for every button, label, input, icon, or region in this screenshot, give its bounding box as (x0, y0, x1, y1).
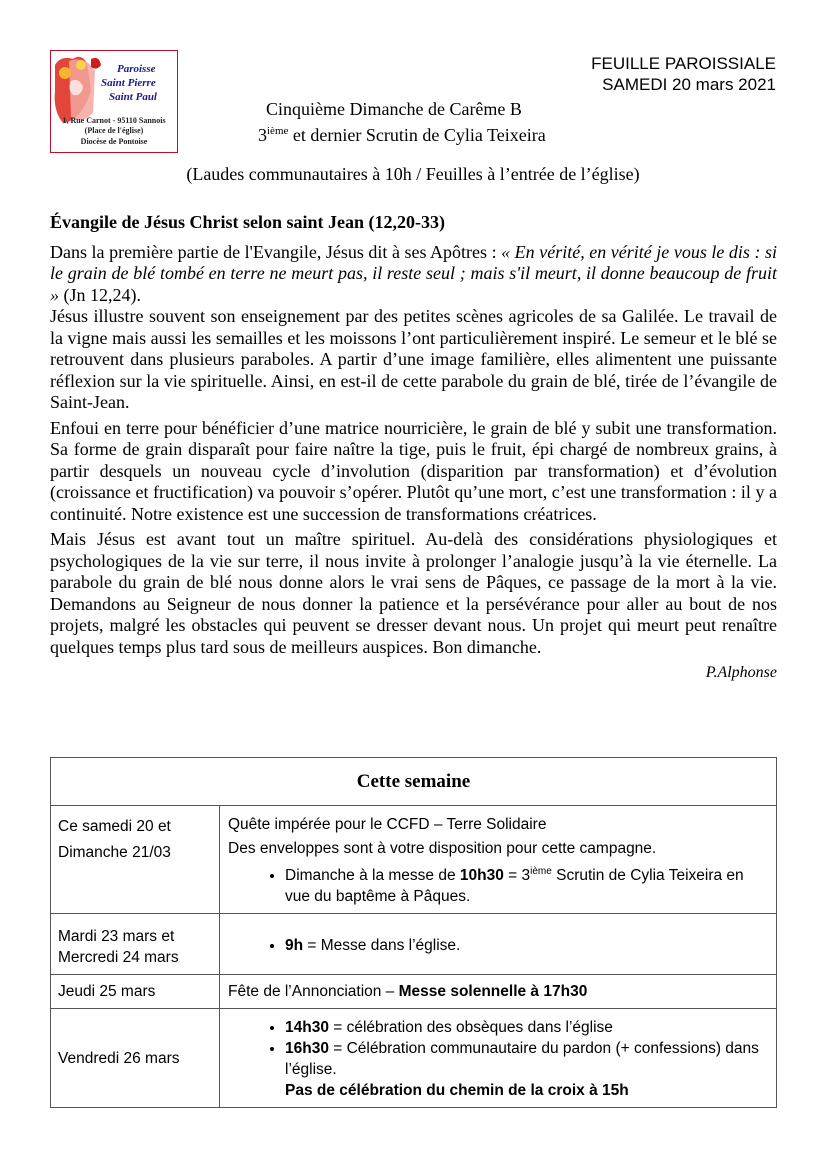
bullet-text: = Célébration communautaire du pardon (+ confessions) dans l’église. (285, 1040, 759, 1079)
row-date-line: Dimanche 21/03 (58, 844, 171, 861)
table-row (51, 758, 777, 806)
logo-address: 1, Rue Carnot - 95110 Sannois (62, 116, 166, 125)
gospel-intro: Dans la première partie de l'Evangile, Jésus dit à ses Apôtres : (50, 241, 502, 262)
bullet-time: 10h30 (459, 867, 504, 885)
row-date-line: Mercredi 24 mars (58, 949, 179, 967)
scrutin-rest: et dernier Scrutin de Cylia Teixeira (288, 125, 546, 145)
list-item (285, 861, 770, 907)
gospel-paragraph-3: Enfoui en terre pour bénéficier d’une matrice nourricière, le grain de blé y subit une transformation. Sa forme de grain disparaît pour faire naître la tige, puis le fruit, épi chargé de nombreux grains, à partir desquels un nouveau cycle d’involution (disparition par transformation) et d’évolution (croissance et fructification) va pouvoir s’opérer. Plutôt qu’une mort, c’est une transformation : il y a continuité. Notre existence est une succession de transformations créatrices. (50, 417, 777, 524)
table-row (51, 975, 777, 1009)
bullet-text: = célébration des obsèques dans l’église (328, 1019, 613, 1037)
table-heading: Cette semaine (51, 758, 777, 806)
gospel-paragraph-4: Mais Jésus est avant tout un maître spirituel. Au-delà des considérations physiologiques et psychologiques de la vie sur terre, il nous invite à prolonger l’analogie jusqu’à la vie éternelle. La parabole du grain de blé nous donne alors le vrai sens de Pâques, ce passage de la mort à la vie. Demandons au Seigneur de nous donner la patience et la persévérance pour aller au bout de nos projets, malgré les obstacles qui peuvent se dresser devant nous. Un projet qui meurt peut renaître quelques temps plus tard sous de meilleurs auspices. Bon dimanche. (50, 529, 777, 657)
logo-line-saint-pierre: Saint Pierre (101, 77, 156, 89)
gospel-title: Évangile de Jésus Christ selon saint Jean (12,20-33) (50, 212, 446, 232)
list-item (285, 1017, 770, 1038)
row-date: Jeudi 25 mars (51, 975, 220, 1009)
bullet-sup: ième (530, 866, 552, 877)
envelopes-line: Des enveloppes sont à votre disposition pour cette campagne. (228, 840, 657, 857)
bullet-time: 9h (285, 936, 304, 954)
page-title: Cinquième Dimanche de Carême B (266, 99, 522, 119)
gospel-paragraph-2: Jésus illustre souvent son enseignement par des petites scènes agricoles de sa Galilée. Le travail de la vigne mais aussi les semailles et les moissons l’ont particulièrement inspiré. Le semeur et le blé se retrouvent dans plusieurs paraboles. A partir d’une image familière, elles alimentent une puissante réflexion sur la vie spirituelle. Ainsi, en est-il de cette parabole du grain de blé, tirée de l’évangile de Saint-Jean. (50, 306, 777, 412)
logo-diocese: Diocèse de Pontoise (80, 137, 148, 146)
bullet-text: Dimanche à la messe de (285, 867, 460, 885)
table-row (51, 806, 777, 914)
scrutin-sup: ième (267, 125, 289, 137)
row-date (51, 806, 220, 914)
bullet-text: = Messe dans l’église. (303, 936, 461, 954)
gospel-section (50, 212, 777, 688)
row-bullets (228, 935, 770, 956)
bullet-text: = 3 (503, 867, 531, 885)
list-item (285, 935, 770, 956)
row-details (220, 806, 777, 914)
row-date (51, 914, 220, 975)
signature: P.Alphonse (705, 664, 777, 681)
bullet-time: 16h30 (285, 1040, 329, 1058)
laudes-notice: (Laudes communautaires à 10h / Feuilles à l’entrée de l’église) (186, 164, 640, 184)
sheet-date: SAMEDI 20 mars 2021 (602, 75, 776, 94)
annonciation-text: Fête de l’Annonciation – (228, 983, 399, 1001)
gospel-paragraph-1 (50, 242, 777, 414)
logo-place: (Place de l'église) (84, 126, 144, 135)
row-date: Vendredi 26 mars (51, 1009, 220, 1108)
bullet-text: Scrutin de Cylia Teixeira en vue du baptême à Pâques. (285, 867, 744, 906)
list-item (285, 1038, 770, 1101)
row-bullets (228, 1017, 770, 1101)
scrutin-prefix: 3 (258, 125, 267, 145)
quete-line: Quête impérée pour le CCFD – Terre Solidaire (228, 816, 547, 833)
row-date-line: Ce samedi 20 et (58, 818, 171, 835)
row-date-line: Mardi 23 mars et (58, 928, 175, 946)
gospel-quote: « En vérité, en vérité je vous le dis : si le grain de blé tombé en terre ne meurt pas, il reste seul ; mais s'il meurt, il donne beaucoup de fruit » (50, 241, 777, 305)
table-row (51, 1009, 777, 1108)
annonciation-mass: Messe solennelle à 17h30 (398, 983, 588, 1001)
week-schedule-table (50, 757, 777, 1108)
sheet-header (591, 53, 776, 95)
logo-line-paroisse: Paroisse (117, 63, 156, 75)
row-details (220, 975, 777, 1009)
row-details (220, 914, 777, 975)
table-row (51, 914, 777, 975)
row-details (220, 1009, 777, 1108)
parish-logo (50, 50, 178, 153)
no-stations-notice: Pas de célébration du chemin de la croix à 15h (285, 1082, 629, 1100)
logo-line-saint-paul: Saint Paul (109, 91, 157, 103)
row-bullets (228, 861, 770, 907)
bullet-time: 14h30 (285, 1019, 329, 1037)
gospel-reference: (Jn 12,24). (59, 284, 141, 305)
scrutin-subtitle (258, 120, 546, 146)
sheet-label: FEUILLE PAROISSIALE (591, 54, 776, 73)
